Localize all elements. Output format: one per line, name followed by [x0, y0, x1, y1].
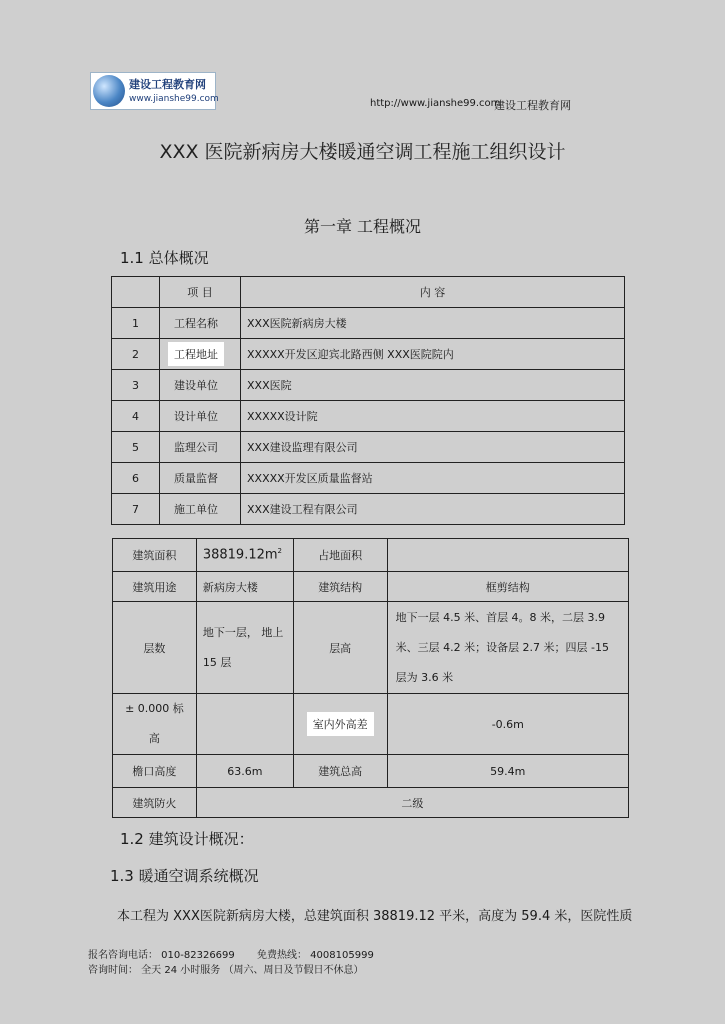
chapter-heading: 第一章 工程概况 — [303, 217, 422, 236]
header-url[interactable]: http://www.jianshe99.com — [370, 98, 501, 109]
body-paragraph: 本工程为 XXX医院新病房大楼，总建筑面积 38819.12 平米，高度为 59.4 米，医院性质 — [117, 909, 633, 924]
row-item: 施工单位 — [160, 494, 241, 525]
logo-url: www.jianshe99.com — [129, 94, 219, 104]
floors-value-line: 地下一层， 地上 — [202, 625, 284, 639]
row-item: 建设单位 — [160, 370, 241, 401]
floors-value — [196, 602, 293, 694]
site-logo[interactable] — [90, 72, 219, 110]
row-number: 7 — [112, 494, 160, 525]
land-area-label: 占地面积 — [293, 539, 387, 572]
fire-rating-label: 建筑防火 — [113, 788, 197, 818]
row-item: 工程名称 — [160, 308, 241, 339]
table-row — [112, 401, 625, 432]
table-row — [113, 694, 629, 755]
table-row — [113, 788, 629, 818]
total-height-value: 59.4m — [387, 755, 628, 788]
row-number: 1 — [112, 308, 160, 339]
elevation-label — [113, 694, 197, 755]
row-item: 设计单位 — [160, 401, 241, 432]
use-label: 建筑用途 — [113, 572, 197, 602]
table-header-cell: 内 容 — [241, 277, 625, 308]
table-row — [112, 463, 625, 494]
structure-value: 框剪结构 — [387, 572, 628, 602]
table-header-row — [112, 277, 625, 308]
story-height-label: 层高 — [293, 602, 387, 694]
row-number: 5 — [112, 432, 160, 463]
header-site-name: 建设工程教育网 — [494, 99, 571, 112]
footer-hours: 咨询时间： 全天 24 小时服务 （周六、周日及节假日不休息） — [88, 965, 364, 976]
table-row — [112, 432, 625, 463]
area-value: 38819.12m — [202, 547, 278, 563]
table-row — [112, 370, 625, 401]
section-1-3-heading: 1.3 暖通空调系统概况 — [110, 867, 259, 885]
area-label: 建筑面积 — [113, 539, 197, 572]
structure-label: 建筑结构 — [293, 572, 387, 602]
globe-icon — [93, 75, 125, 107]
row-item: 监理公司 — [160, 432, 241, 463]
area-value-cell — [196, 539, 293, 572]
row-number: 3 — [112, 370, 160, 401]
row-item-highlight — [160, 339, 241, 370]
table-row — [112, 494, 625, 525]
elevation-label-line: ± 0.000 标 — [125, 702, 184, 715]
project-overview-table — [111, 276, 625, 525]
table-row — [112, 339, 625, 370]
table-row — [113, 572, 629, 602]
elevation-label-line: 高 — [148, 732, 160, 745]
table-row — [113, 539, 629, 572]
row-content: XXXXX设计院 — [241, 401, 625, 432]
row-content: XXX建设监理有限公司 — [241, 432, 625, 463]
table-row — [112, 308, 625, 339]
eave-height-label: 檐口高度 — [113, 755, 197, 788]
section-1-1-heading: 1.1 总体概况 — [120, 249, 209, 267]
table-header-cell: 项 目 — [160, 277, 241, 308]
floors-value-line: 15 层 — [202, 655, 232, 669]
footer-hotline: 免费热线： 4008105999 — [257, 950, 374, 961]
row-number: 2 — [112, 339, 160, 370]
row-number: 4 — [112, 401, 160, 432]
fire-rating-value: 二级 — [196, 788, 628, 818]
story-height-line: 米、三层 4.2 米；设备层 2.7 米；四层 -15 — [395, 640, 610, 654]
story-height-value — [387, 602, 628, 694]
land-area-value — [387, 539, 628, 572]
eave-height-value: 63.6m — [196, 755, 293, 788]
table-row — [113, 755, 629, 788]
height-diff-label-cell — [293, 694, 387, 755]
elevation-value — [196, 694, 293, 755]
row-content: XXX医院新病房大楼 — [241, 308, 625, 339]
table-row — [113, 602, 629, 694]
area-unit-sup: 2 — [277, 547, 283, 556]
row-content: XXX建设工程有限公司 — [241, 494, 625, 525]
story-height-line: 地下一层 4.5 米、首层 4。8 米，二层 3.9 — [395, 610, 606, 624]
building-info-table — [112, 538, 629, 818]
row-item: 质量监督 — [160, 463, 241, 494]
document-title: XXX 医院新病房大楼暖通空调工程施工组织设计 — [159, 141, 566, 163]
height-diff-label: 室内外高差 — [307, 712, 374, 736]
footer-phone: 报名咨询电话： 010-82326699 — [88, 950, 235, 961]
row-item: 工程地址 — [168, 342, 224, 366]
table-header-cell — [112, 277, 160, 308]
floors-label: 层数 — [113, 602, 197, 694]
row-content: XXXXX开发区质量监督站 — [241, 463, 625, 494]
total-height-label: 建筑总高 — [293, 755, 387, 788]
row-content: XXX医院 — [241, 370, 625, 401]
row-number: 6 — [112, 463, 160, 494]
logo-title: 建设工程教育网 — [129, 78, 206, 91]
height-diff-value: -0.6m — [387, 694, 628, 755]
story-height-line: 层为 3.6 米 — [395, 670, 454, 684]
use-value: 新病房大楼 — [196, 572, 293, 602]
row-content: XXXXX开发区迎宾北路西侧 XXX医院院内 — [241, 339, 625, 370]
section-1-2-heading: 1.2 建筑设计概况： — [120, 830, 254, 848]
